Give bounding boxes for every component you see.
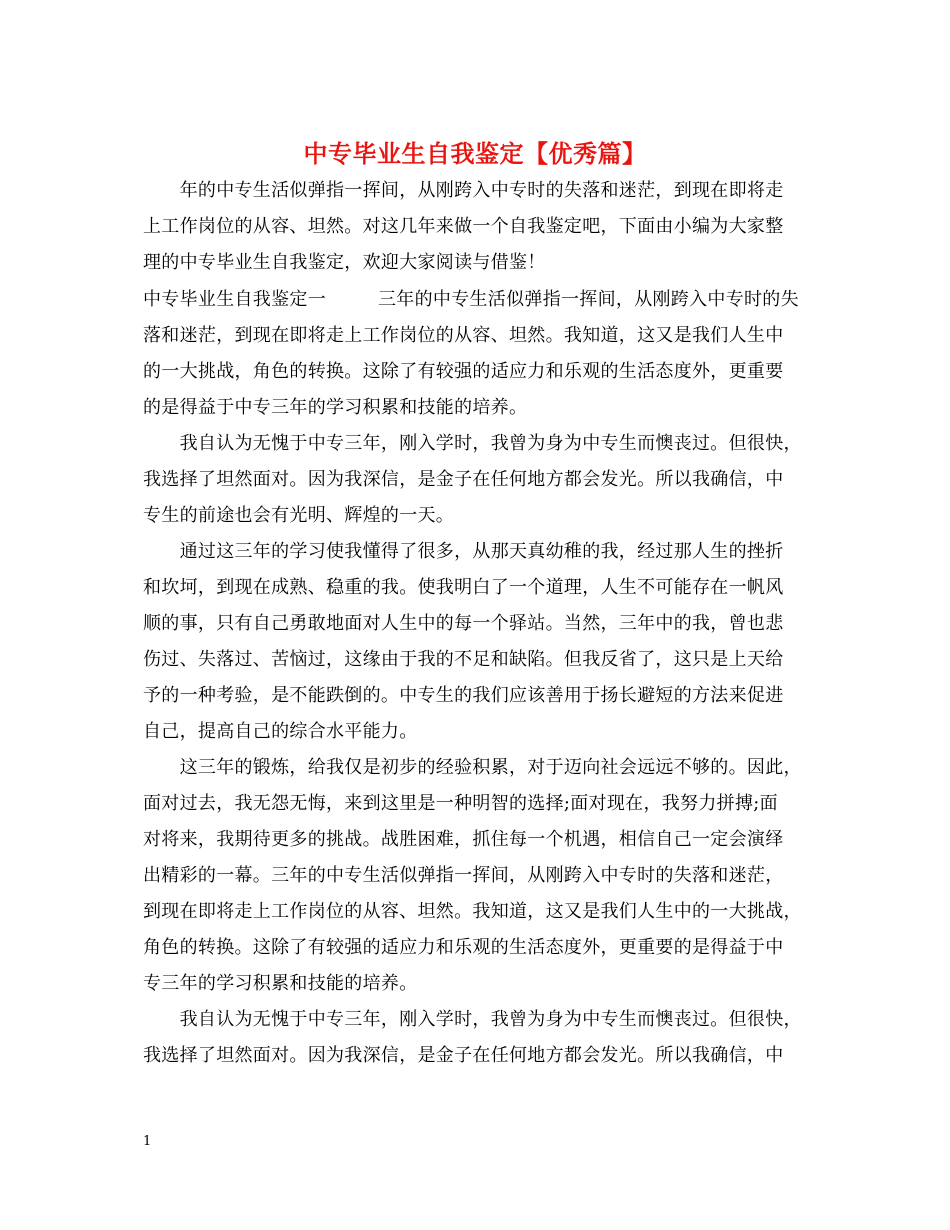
- body-text: 三年的中专生活似弹指一挥间，从刚跨入中专时的失: [378, 289, 799, 310]
- body-line: 年的中专生活似弹指一挥间，从刚跨入中专时的失落和迷茫，到现在即将走: [143, 180, 784, 201]
- body-line: 自己，提高自己的综合水平能力。: [143, 721, 418, 742]
- body-line: 理的中专毕业生自我鉴定，欢迎大家阅读与借鉴！: [143, 252, 546, 273]
- body-line: 角色的转换。这除了有较强的适应力和乐观的生活态度外，更重要的是得益于中: [143, 937, 784, 958]
- section-line: [143, 288, 799, 312]
- body-line: 这三年的锻炼，给我仅是初步的经验积累，对于迈向社会远远不够的。因此，: [143, 757, 802, 778]
- body-line: 面对过去，我无怨无悔，来到这里是一种明智的选择;面对现在，我努力拼搏;面: [143, 793, 778, 814]
- body-line: 的一大挑战，角色的转换。这除了有较强的适应力和乐观的生活态度外，更重要: [143, 361, 784, 382]
- body-line: 顺的事，只有自己勇敢地面对人生中的每一个驿站。当然，三年中的我，曾也悲: [143, 613, 784, 634]
- body-line: 我自认为无愧于中专三年，刚入学时，我曾为身为中专生而懊丧过。但很快，: [143, 433, 802, 454]
- body-line: 专生的前途也会有光明、辉煌的一天。: [143, 505, 455, 526]
- body-line: 出精彩的一幕。三年的中专生活似弹指一挥间，从刚跨入中专时的失落和迷茫，: [143, 865, 784, 886]
- body-line: 我自认为无愧于中专三年，刚入学时，我曾为身为中专生而懊丧过。但很快，: [143, 1009, 802, 1030]
- body-line: 到现在即将走上工作岗位的从容、坦然。我知道，这又是我们人生中的一大挑战，: [143, 901, 802, 922]
- page-number: 1: [143, 1134, 152, 1149]
- document-title: 中专毕业生自我鉴定【优秀篇】: [303, 139, 647, 168]
- body-line: 上工作岗位的从容、坦然。对这几年来做一个自我鉴定吧，下面由小编为大家整: [143, 216, 784, 237]
- body-line: 的是得益于中专三年的学习积累和技能的培养。: [143, 397, 528, 418]
- body-line: 我选择了坦然面对。因为我深信，是金子在任何地方都会发光。所以我确信，中: [143, 1045, 784, 1066]
- body-line: 专三年的学习积累和技能的培养。: [143, 973, 418, 994]
- body-line: 通过这三年的学习使我懂得了很多，从那天真幼稚的我，经过那人生的挫折: [143, 541, 784, 562]
- body-line: 予的一种考验，是不能跌倒的。中专生的我们应该善用于扬长避短的方法来促进: [143, 685, 784, 706]
- body-line: 落和迷茫，到现在即将走上工作岗位的从容、坦然。我知道，这又是我们人生中: [143, 325, 784, 346]
- body-line: 我选择了坦然面对。因为我深信，是金子在任何地方都会发光。所以我确信，中: [143, 469, 784, 490]
- section-heading: 中专毕业生自我鉴定一: [143, 289, 326, 310]
- body-line: 和坎坷，到现在成熟、稳重的我。使我明白了一个道理，人生不可能存在一帆风: [143, 577, 784, 598]
- body-line: 对将来，我期待更多的挑战。战胜困难，抓住每一个机遇，相信自己一定会演绎: [143, 829, 784, 850]
- body-line: 伤过、失落过、苦恼过，这缘由于我的不足和缺陷。但我反省了，这只是上天给: [143, 649, 784, 670]
